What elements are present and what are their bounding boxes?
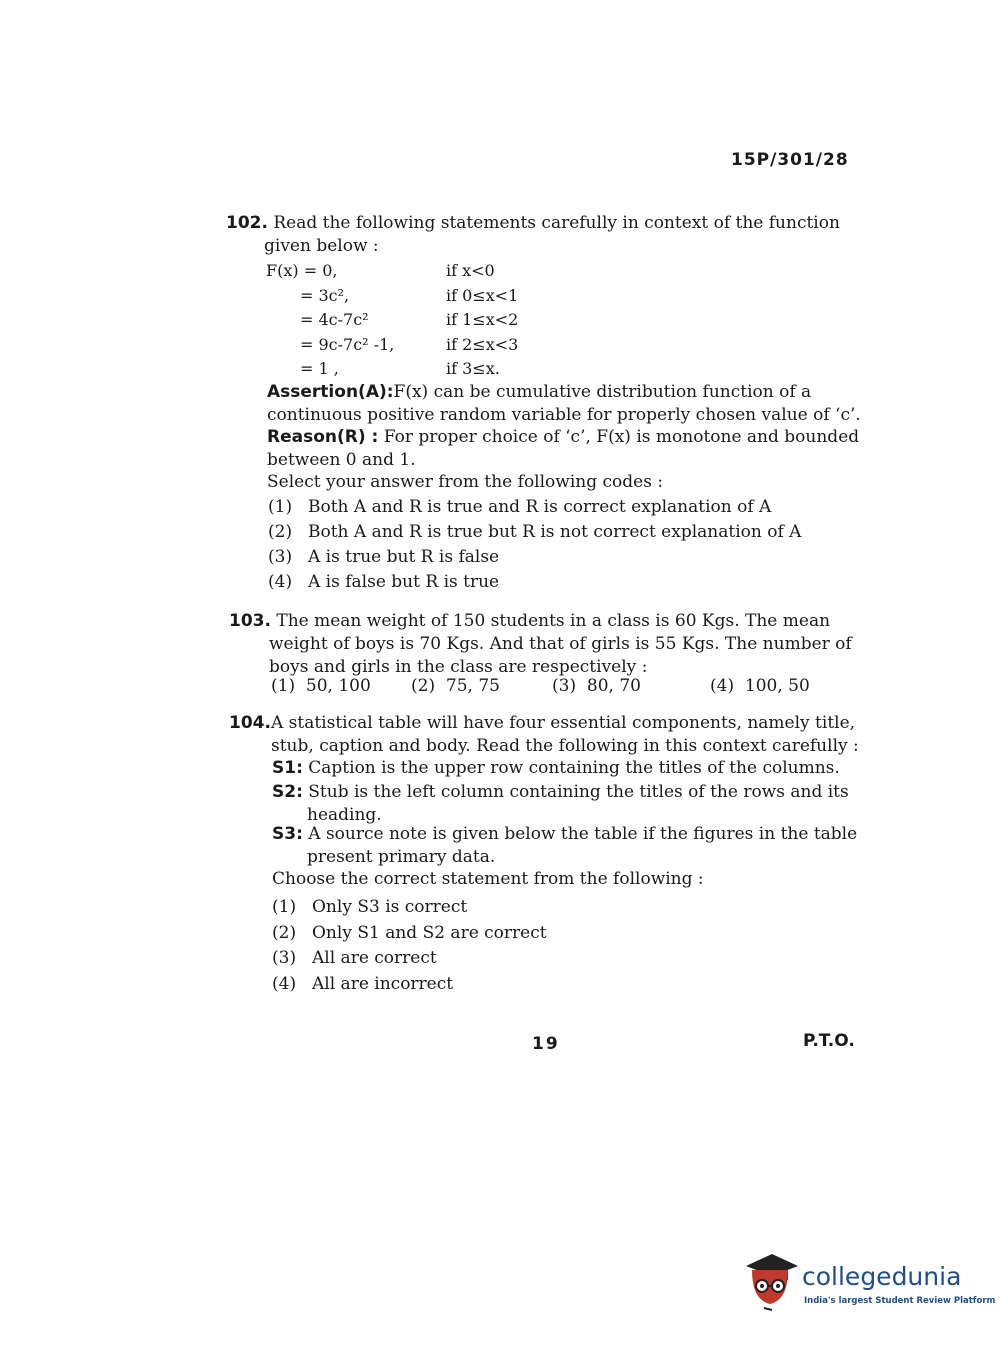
question-104: [229, 712, 869, 758]
question-102: [226, 212, 866, 258]
statement-s1: [272, 757, 872, 780]
assertion-text-1: F(x) can be cumulative distribution function of a: [393, 382, 812, 402]
option-4[interactable]: (4) All are incorrect: [272, 973, 454, 994]
option-1[interactable]: (1) 50, 100: [271, 676, 371, 696]
option-1[interactable]: (1) Both A and R is true and R is correct explanation of A: [268, 497, 772, 517]
q104-options: [272, 895, 872, 997]
s2-text-2: heading.: [307, 805, 382, 825]
s1-text: Caption is the upper row containing the titles of the columns.: [308, 758, 840, 778]
fx-row-3: = 4c-7c²: [300, 310, 369, 329]
option-2[interactable]: (2) Only S1 and S2 are correct: [272, 922, 547, 943]
q104-line2: stub, caption and body. Read the following in this context carefully :: [271, 736, 859, 756]
fx-cond-2: if 0≤x<1: [446, 286, 519, 305]
q104-line1: A statistical table will have four essential components, namely title,: [270, 713, 856, 733]
logo-tagline: India's largest Student Review Platform: [804, 1296, 996, 1306]
reason-text-1: For proper choice of ‘c’, F(x) is monotone and bounded: [383, 427, 860, 447]
option-2[interactable]: (2) 75, 75: [411, 676, 500, 696]
option-4[interactable]: (4) 100, 50: [710, 676, 810, 696]
option-2[interactable]: (2) Both A and R is true but R is not correct explanation of A: [268, 522, 802, 542]
s1-label: S1:: [272, 758, 303, 778]
fx-cond-5: if 3≤x.: [446, 359, 500, 378]
page-number: 19: [532, 1034, 560, 1054]
pto-label: P.T.O.: [803, 1031, 855, 1051]
fx-cond-1: if x<0: [446, 261, 495, 280]
fx-row-5: = 1 ,: [300, 359, 339, 378]
assertion-text-2: continuous positive random variable for properly chosen value of ‘c’.: [267, 405, 861, 425]
reason-block: [267, 426, 867, 472]
fx-row-2: = 3c²,: [300, 286, 350, 305]
question-number: 103.: [229, 611, 271, 631]
option-3[interactable]: (3) 80, 70: [552, 676, 641, 696]
paper-code: 15P/301/28: [731, 150, 849, 170]
logo-name: collegedunia: [802, 1262, 962, 1291]
statement-s3: [272, 823, 872, 869]
q103-line3: boys and girls in the class are respectively :: [269, 657, 648, 677]
q103-options: [271, 676, 810, 696]
option-3[interactable]: (3) All are correct: [272, 948, 437, 968]
mascot-icon: [742, 1250, 800, 1312]
question-number: 102.: [226, 213, 268, 233]
q103-line2: weight of boys is 70 Kgs. And that of girls is 55 Kgs. The number of: [269, 634, 852, 654]
assertion-block: [267, 381, 867, 427]
fx-row-1: F(x) = 0,: [266, 261, 338, 280]
q102-options: [268, 495, 868, 595]
s3-text-1: A source note is given below the table if the figures in the table: [308, 824, 858, 844]
s3-text-2: present primary data.: [307, 847, 496, 867]
assertion-label: Assertion(A):: [267, 382, 394, 402]
option-3[interactable]: (3) A is true but R is false: [268, 547, 500, 567]
reason-label: Reason(R) :: [267, 427, 379, 447]
question-103: [229, 610, 869, 679]
q103-line1: The mean weight of 150 students in a class is 60 Kgs. The mean: [276, 611, 831, 631]
reason-text-2: between 0 and 1.: [267, 450, 416, 470]
option-4[interactable]: (4) A is false but R is true: [268, 572, 500, 592]
q102-intro-line2: given below :: [264, 236, 379, 256]
fx-row-4: = 9c-7c² -1,: [300, 335, 395, 354]
q102-select: Select your answer from the following codes :: [267, 472, 664, 492]
s2-text-1: Stub is the left column containing the titles of the rows and its: [308, 782, 849, 802]
q104-choose: Choose the correct statement from the following :: [272, 869, 704, 889]
collegedunia-logo[interactable]: [742, 1250, 996, 1320]
fx-cond-4: if 2≤x<3: [446, 335, 519, 354]
fx-cond-3: if 1≤x<2: [446, 310, 519, 329]
option-1[interactable]: (1) Only S3 is correct: [272, 897, 468, 917]
statement-s2: [272, 781, 872, 827]
q102-intro-line1: Read the following statements carefully in context of the function: [273, 213, 840, 233]
question-number: 104.: [229, 713, 271, 733]
s3-label: S3:: [272, 824, 303, 844]
s2-label: S2:: [272, 782, 303, 802]
